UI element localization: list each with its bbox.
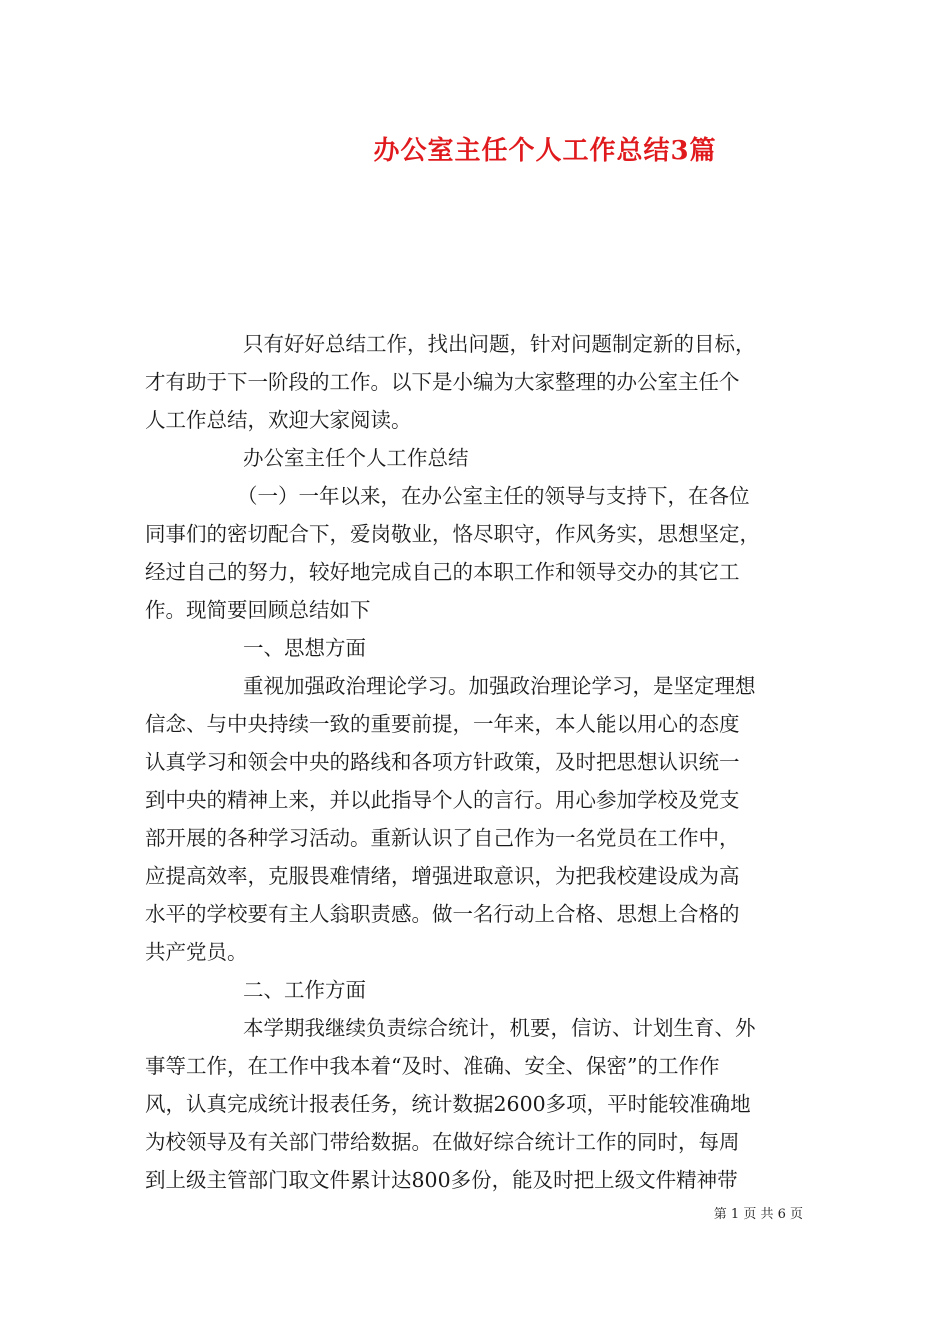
paragraph-line: 作。现简要回顾总结如下: [145, 598, 371, 622]
paragraph-line: 同事们的密切配合下，爱岗敬业，恪尽职守，作风务实，思想坚定，: [145, 522, 760, 546]
paragraph-line: 信念、与中央持续一致的重要前提，一年来，本人能以用心的态度: [145, 712, 740, 736]
paragraph-line: （一）一年以来，在办公室主任的领导与支持下，在各位: [237, 484, 750, 508]
section-heading: 二、工作方面: [243, 978, 366, 1002]
paragraph-line: 事等工作，在工作中我本着“及时、准确、安全、保密”的工作作: [145, 1054, 720, 1078]
paragraph-line: 应提高效率，克服畏难情绪，增强进取意识，为把我校建设成为高: [145, 864, 740, 888]
paragraph-line: 才有助于下一阶段的工作。以下是小编为大家整理的办公室主任个: [145, 370, 740, 394]
paragraph-line: 到上级主管部门取文件累计达800多份，能及时把上级文件精神带: [145, 1168, 738, 1192]
paragraph-line: 水平的学校要有主人翁职责感。做一名行动上合格、思想上合格的: [145, 902, 740, 926]
paragraph-line: 认真学习和领会中央的路线和各项方针政策，及时把思想认识统一: [145, 750, 740, 774]
document-title: 办公室主任个人工作总结3篇: [373, 136, 717, 166]
section-heading: 办公室主任个人工作总结: [243, 446, 469, 470]
paragraph-line: 到中央的精神上来，并以此指导个人的言行。用心参加学校及党支: [145, 788, 740, 812]
paragraph-line: 重视加强政治理论学习。加强政治理论学习，是坚定理想: [243, 674, 756, 698]
paragraph-line: 为校领导及有关部门带给数据。在做好综合统计工作的同时，每周: [145, 1130, 740, 1154]
paragraph-line: 人工作总结，欢迎大家阅读。: [145, 408, 412, 432]
document-body: [145, 325, 810, 1199]
paragraph-line: 本学期我继续负责综合统计，机要，信访、计划生育、外: [243, 1016, 756, 1040]
paragraph-line: 部开展的各种学习活动。重新认识了自己作为一名党员在工作中，: [145, 826, 740, 850]
section-heading: 一、思想方面: [243, 636, 366, 660]
paragraph-line: 只有好好总结工作，找出问题，针对问题制定新的目标，: [243, 332, 756, 356]
paragraph-line: 风，认真完成统计报表任务，统计数据2600多项，平时能较准确地: [145, 1092, 751, 1116]
page-number: 第 1 页 共 6 页: [713, 1207, 803, 1222]
paragraph-line: 经过自己的努力，较好地完成自己的本职工作和领导交办的其它工: [145, 560, 740, 584]
paragraph-line: 共产党员。: [145, 940, 248, 964]
